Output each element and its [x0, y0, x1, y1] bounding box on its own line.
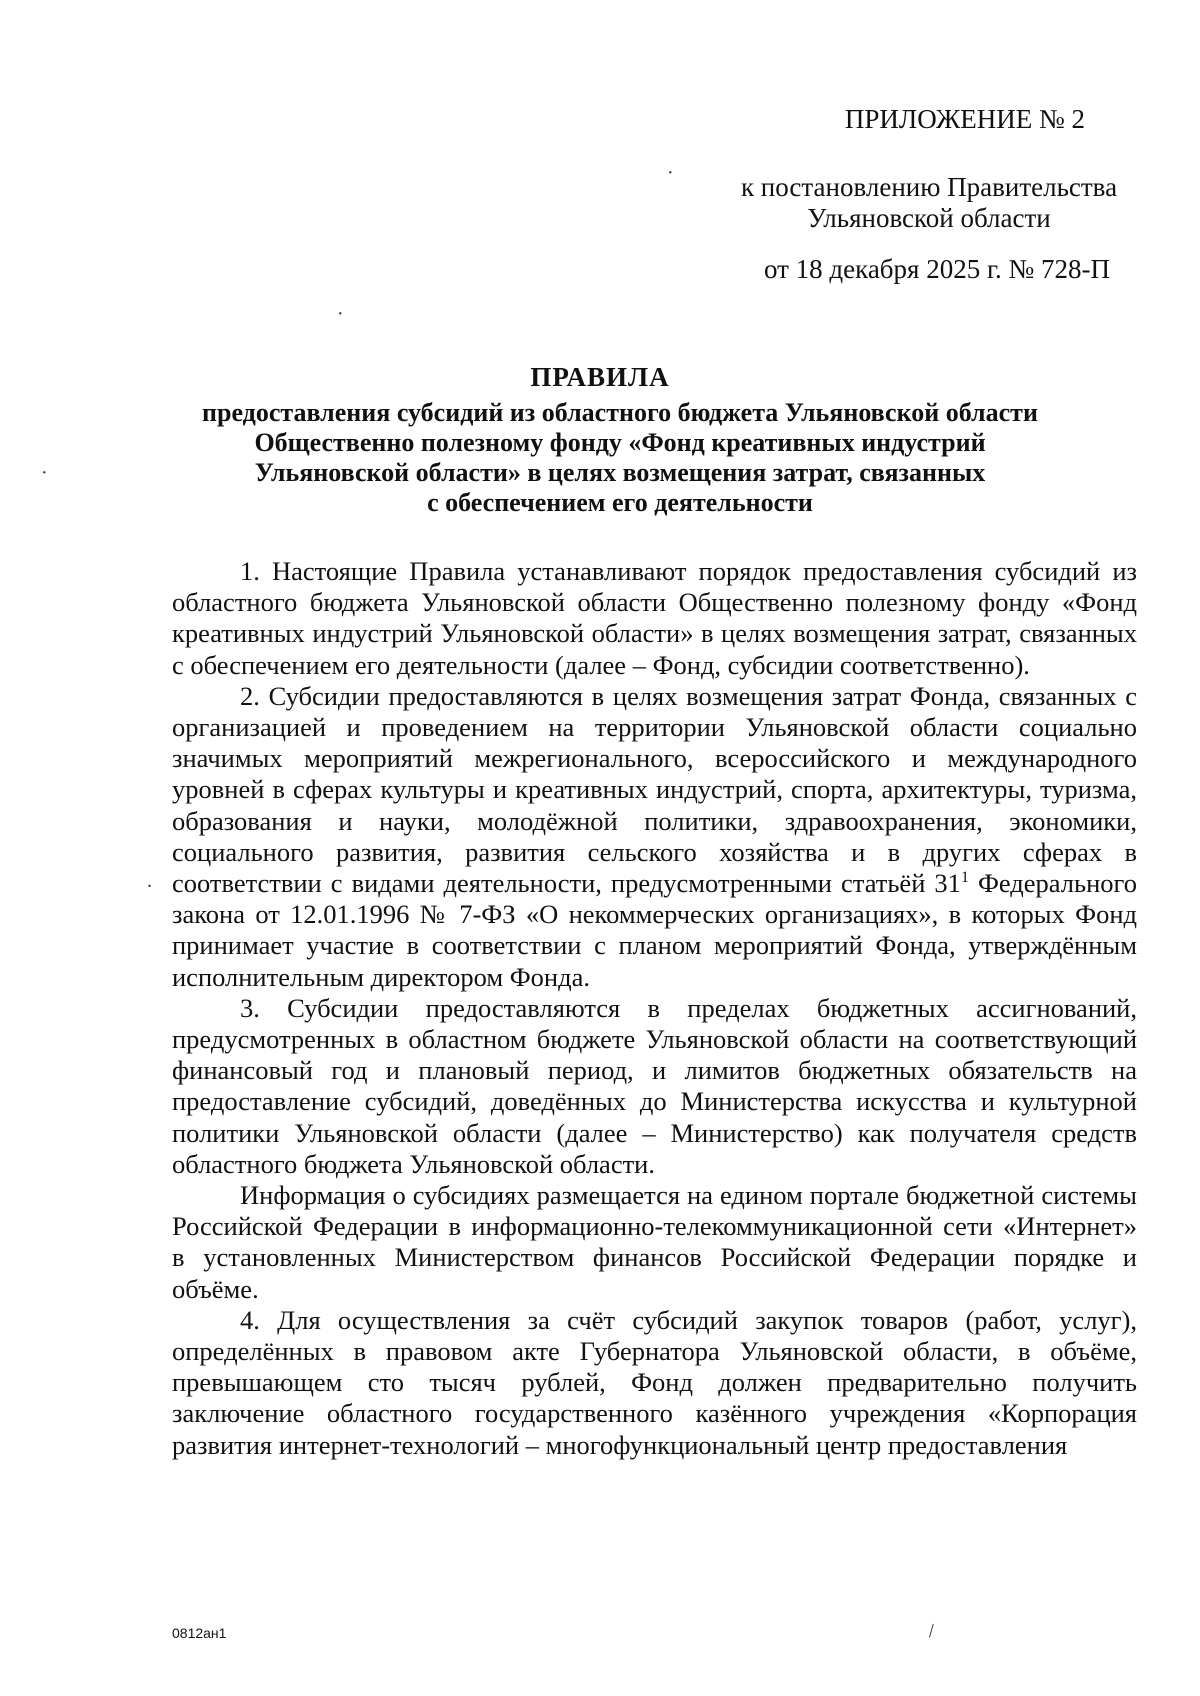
decree-date-number: от 18 декабря 2025 г. № 728-П [763, 254, 1110, 284]
document-subtitle [190, 398, 1050, 518]
paragraph-2-text-b: Федерального закона от 12.01.1996 № 7-ФЗ «О некоммерческих организациях», в которых Фонд принимает участие в соответствии с планом мероприятий Фонда, утверждённым исполнительным директором Фонда. [172, 868, 1137, 992]
subtitle-line2: Общественно полезному фонду «Фонд креативных индустрий [254, 428, 986, 457]
subtitle-line4: с обеспечением его деятельности [427, 488, 813, 517]
subtitle-line3: Ульяновской области» в целях возмещения затрат, связанных [254, 458, 986, 487]
scan-artifact-dot: · [667, 162, 674, 184]
paragraph-2-text-a: 2. Субсидии предоставляются в целях возмещения затрат Фонда, связанных с организацией и проведением на территории Ульяновской области социально значимых мероприятий межрегионального, всероссийского и международного уровней в сферах культуры и креативных индустрий, спорта, архитектуры, туризма, образования и науки, молодёжной политики, здравоохранения, экономики, социального развития, развития сельского хозяйства и в других сферах в соответствии с видами деятельности, предусмотренными статьёй 31 [172, 680, 1137, 899]
appendix-label: ПРИЛОЖЕНИЕ № 2 [844, 104, 1085, 134]
footer-document-code: 0812ан1 [172, 1625, 227, 1641]
decree-reference-line1: к постановлению Правительства [740, 172, 1118, 202]
document-title: ПРАВИЛА [530, 362, 670, 392]
subtitle-line1: предоставления субсидий из областного бюджета Ульяновской области [202, 398, 1038, 427]
paragraph-1: 1. Настоящие Правила устанавливают порядок предоставления субсидий из областного бюджета Ульяновской области Общественно полезному фонду «Фонд креативных индустрий Ульяновской области» в целях возмещения затрат, связанных с обеспечением его деятельности (далее – Фонд, субсидии соответственно). [172, 556, 1137, 680]
scan-artifact-dot: · [41, 462, 48, 484]
scan-artifact-dot: · [337, 303, 344, 325]
paragraph-4: 4. Для осуществления за счёт субсидий закупок товаров (работ, услуг), определённых в правовом акте Губернатора Ульяновской области, в объёме, превышающем сто тысяч рублей, Фонд должен предварительно получить заключение областного государственного казённого учреждения «Корпорация развития интернет-технологий – многофункциональный центр предоставления [172, 1304, 1137, 1460]
scan-artifact-mark: \ [922, 1620, 940, 1642]
decree-reference [719, 172, 1139, 234]
paragraph-2 [172, 681, 1137, 993]
paragraph-3-info: Информация о субсидиях размещается на едином портале бюджетной системы Российской Федерации в информационно-телекоммуникационной сети «Интернет» в установленных Министерством финансов Российской Федерации порядке и объёме. [172, 1180, 1137, 1304]
decree-reference-line2: Ульяновской области [807, 203, 1051, 233]
paragraph-2-superscript: 1 [960, 869, 969, 887]
document-body [172, 556, 1137, 1461]
paragraph-3: 3. Субсидии предоставляются в пределах бюджетных ассигнований, предусмотренных в областном бюджете Ульяновской области на соответствующий финансовый год и плановый период, и лимитов бюджетных обязательств на предоставление субсидий, доведённых до Министерства искусства и культурной политики Ульяновской области (далее – Министерство) как получателя средств областного бюджета Ульяновской области. [172, 992, 1137, 1179]
scan-artifact-dot: . [147, 870, 152, 892]
